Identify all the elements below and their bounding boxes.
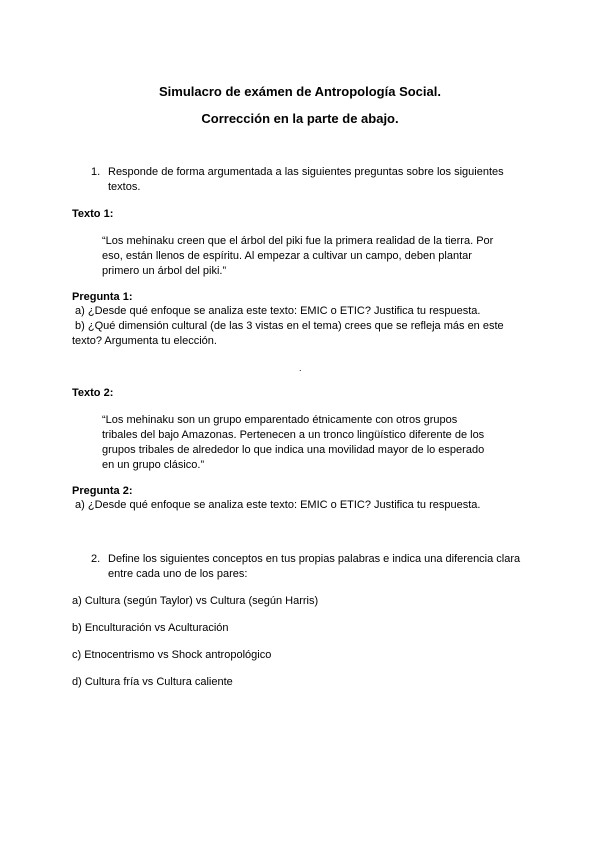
texto-2-line: tribales del bajo Amazonas. Pertenecen a un tronco lingüístico diferente de los xyxy=(102,429,485,441)
question-1-line-1: Responde de forma argumentada a las siguientes preguntas sobre los siguientes xyxy=(108,166,504,178)
pregunta-1-label: Pregunta 1: xyxy=(72,291,133,303)
pregunta-2-label: Pregunta 2: xyxy=(72,485,133,497)
texto-2-line: grupos tribales de alrededor lo que indica una movilidad mayor de lo esperado xyxy=(102,444,485,456)
texto-1-line: “Los mehinaku creen que el árbol del piki fue la primera realidad de la tierra. Por xyxy=(102,235,494,247)
question-1-line-2: textos. xyxy=(108,181,141,193)
texto-1-label: Texto 1: xyxy=(72,208,114,220)
question-2-line-1: Define los siguientes conceptos en tus propias palabras e indica una diferencia clara xyxy=(108,553,521,565)
pregunta-1-line: texto? Argumenta tu elección. xyxy=(72,335,217,347)
pregunta-2-line: a) ¿Desde qué enfoque se analiza este texto: EMIC o ETIC? Justifica tu respuesta. xyxy=(72,499,481,511)
question-2-number: 2. xyxy=(91,553,101,565)
page-subtitle: Corrección en la parte de abajo. xyxy=(201,111,399,126)
pair-item: b) Enculturación vs Aculturación xyxy=(72,622,229,634)
pair-item: d) Cultura fría vs Cultura caliente xyxy=(72,676,233,688)
stray-dot: . xyxy=(299,363,302,373)
question-2-line-2: entre cada uno de los pares: xyxy=(108,568,248,580)
texto-2-line: en un grupo clásico.” xyxy=(102,459,205,471)
page-title: Simulacro de exámen de Antropología Social. xyxy=(159,84,441,99)
pregunta-1-line: a) ¿Desde qué enfoque se analiza este texto: EMIC o ETIC? Justifica tu respuesta. xyxy=(72,305,481,317)
question-1-number: 1. xyxy=(91,166,101,178)
texto-1-line: primero un árbol del piki.” xyxy=(102,265,227,277)
pair-item: c) Etnocentrismo vs Shock antropológico xyxy=(72,649,272,661)
texto-2-label: Texto 2: xyxy=(72,387,114,399)
texto-1-line: eso, están llenos de espíritu. Al empezar a cultivar un campo, deben plantar xyxy=(102,250,472,262)
pregunta-1-line: b) ¿Qué dimensión cultural (de las 3 vistas en el tema) crees que se refleja más en este xyxy=(72,320,504,332)
pair-item: a) Cultura (según Taylor) vs Cultura (según Harris) xyxy=(72,595,319,607)
texto-2-line: “Los mehinaku son un grupo emparentado étnicamente con otros grupos xyxy=(102,414,458,426)
